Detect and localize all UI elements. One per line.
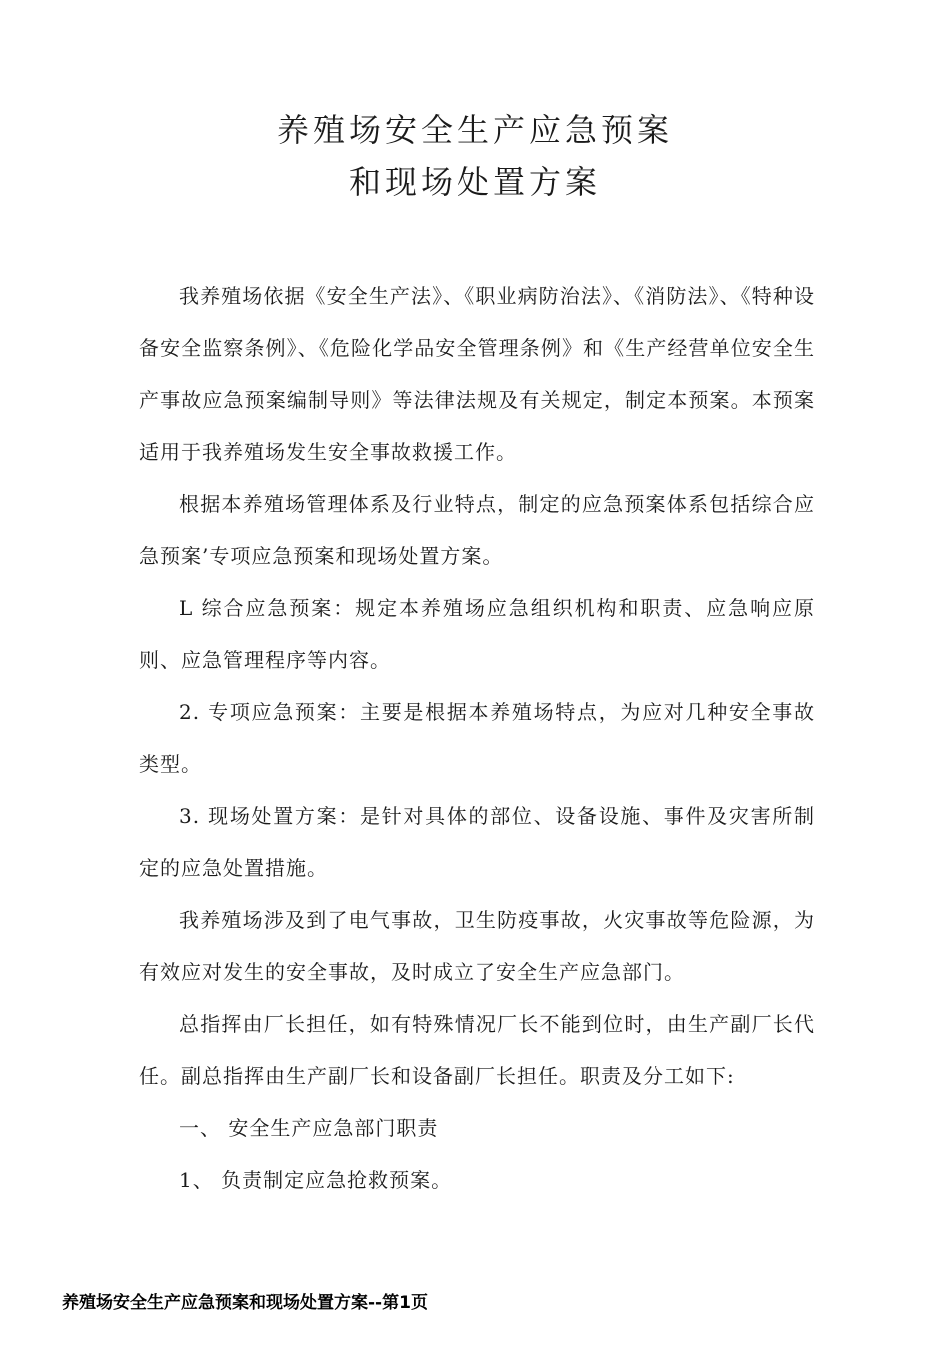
paragraph-legal-basis: 我养殖场依据《安全生产法》、《职业病防治法》、《消防法》、《特种设备安全监察条例》、《危险化学品安全管理条例》和《生产经营单位安全生产事故应急预案编制导则》等法律法规及有关规定，制定本预案。本预案适用于我养殖场发生安全事故救援工作。 (139, 284, 815, 464)
page-footer: 养殖场安全生产应急预案和现场处置方案--第1页 (62, 1293, 428, 1313)
document-title (0, 104, 950, 208)
list-item-duty-1: 1、 负责制定应急抢救预案。 (179, 1168, 453, 1192)
paragraph-hazards: 我养殖场涉及到了电气事故，卫生防疫事故，火灾事故等危险源，为有效应对发生的安全事故，及时成立了安全生产应急部门。 (139, 908, 815, 984)
paragraph-plan-system: 根据本养殖场管理体系及行业特点，制定的应急预案体系包括综合应急预案’专项应急预案和现场处置方案。 (139, 492, 815, 568)
paragraph-special-plan: 2. 专项应急预案：主要是根据本养殖场特点，为应对几种安全事故类型。 (139, 700, 815, 776)
paragraph-command: 总指挥由厂长担任，如有特殊情况厂长不能到位时，由生产副厂长代任。副总指挥由生产副厂长和设备副厂长担任。职责及分工如下: (139, 1012, 815, 1088)
title-line-2: 和现场处置方案 (348, 163, 601, 201)
paragraph-onsite-plan: 3. 现场处置方案：是针对具体的部位、设备设施、事件及灾害所制定的应急处置措施。 (139, 804, 815, 880)
section-heading-duties: 一、 安全生产应急部门职责 (179, 1116, 439, 1140)
document-body (139, 270, 815, 1206)
paragraph-comprehensive-plan: L 综合应急预案：规定本养殖场应急组织机构和职责、应急响应原则、应急管理程序等内容。 (139, 596, 815, 672)
title-line-1: 养殖场安全生产应急预案 (276, 111, 673, 149)
